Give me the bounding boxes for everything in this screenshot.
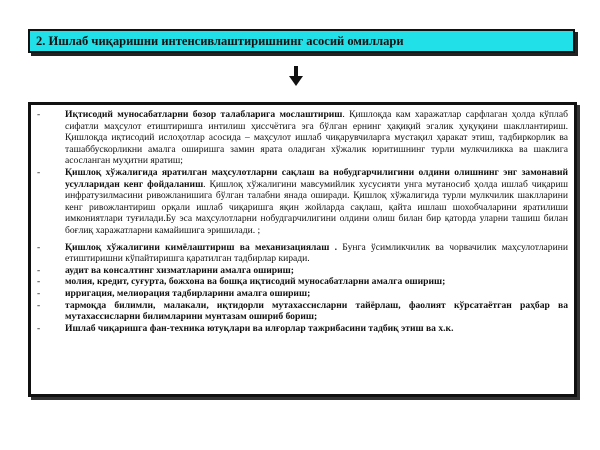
item-heading: Қишлоқ хўжалигини кимёлаштириш ва механизациялаш . (65, 241, 338, 253)
arrow-down-icon (289, 66, 303, 86)
item-text: . Қишлоқда кам харажатлар сарфлаган ҳолда кўплаб сифатли маҳсулот етиштиришга интилиш ҳиссчётига эга бўлган ернинг ҳақиқий эгалик ҳуқуқини шакллантириш. Қишлоқда иқтисодий ислоҳотлар асосида – маҳсулот ишлаб чиқарувчиларга мустақил ҳаракат этиш, тадбиркорлик ва ташаббускорликни амалга оширишга замин ярата оладиган хўжалик юритишнинг турли мулкчиликка ва шаклига асосланган муҳитни яратиш; (65, 109, 568, 167)
item-heading: тармоқда билимли, малакали, иқтидорли мутахассисларни тайёрлаш, фаолият кўрсатаётган раҳбар ва мутахассисларни билимларини мунтазам ошириб бориш; (65, 299, 568, 323)
item-text: . Қишлоқ хўжалигини мавсумийлик хусусияти унга мутаносиб ҳолда ишлаб чиқариш инфратузилмасини ривожланишига бўлган талабни янада оширади. Қишлоқ хўжалигида турли мулкчилик шаклларини кенг ривожлантириш орқали ишлаб чиқаришга яқин жойларда сақлаш, қайта ишлаш шохобчаларини яратилиши имкониятлари туғилади.Бу эса маҳсулотларни нобудгарчилигини олдини олиш билан бир қаторда уларни ташиш билан боғлиқ харажатларни камайишига эришилади. ; (65, 178, 568, 236)
item-heading: молия, кредит, суғурта, божхона ва бошқа иқтисодий муносабатларни амалга ошириш; (65, 276, 446, 288)
section-title: 2. Ишлаб чиқаришни интенсивлаштиришнинг асосий омиллари (28, 29, 575, 53)
list-item: - аудит ва консалтинг хизматларини амалга ошириш; (37, 264, 294, 276)
item-heading: Иқтисодий муносабатларни бозор талабларига мослаштириш (65, 109, 343, 120)
list-item: - Иқтисодий муносабатларни бозор талабларига мослаштириш. Қишлоқда кам харажатлар сарфлаган ҳолда кўплаб сифатли маҳсулот етиштиришга интилиш ҳиссчётига эга бўлган ернинг ҳақиқий эгалик ҳуқуқини шакллантириш. Қишлоқда иқтисодий ислоҳотлар асосида – маҳсулот ишлаб чиқарувчиларга мустақил ҳаракат этиш, тадбиркорлик ва ташаббускорликни амалга оширишга замин ярата оладиган хўжалик юритишнинг турли мулкчиликка ва шаклига асосланган муҳитни яратиш; (37, 109, 568, 167)
list-item: - молия, кредит, суғурта, божхона ва бошқа иқтисодий муносабатларни амалга ошириш; (37, 276, 446, 288)
factors-list (28, 102, 577, 397)
list-item: - Қишлоқ хўжалигини кимёлаштириш ва механизациялаш . Бунга ўсимликчилик ва чорвачилик маҳсулотларини етиштиришни кўпайтиришга қаратилган тадбирлар киради. (37, 241, 568, 265)
item-heading: Қишлоқ хўжалигида яратилган маҳсулотларни сақлаш ва нобудгарчилигини олдини олишнинг энг замонавий усулларидан кенг фойдаланиш (65, 166, 568, 190)
list-item: - тармоқда билимли, малакали, иқтидорли мутахассисларни тайёрлаш, фаолият кўрсатаётган раҳбар ва мутахассисларни билимларини мунтазам ошириб бориш; (37, 299, 568, 323)
item-heading: ирригация, мелиорация тадбирларини амалга ошириш; (65, 287, 311, 299)
list-item: - Қишлоқ хўжалигида яратилган маҳсулотларни сақлаш ва нобудгарчилигини олдини олишнинг энг замонавий усулларидан кенг фойдаланиш. Қишлоқ хўжалигини мавсумийлик хусусияти унга мутаносиб ҳолда ишлаб чиқариш инфратузилмасини ривожланишига бўлган талабни янада оширади. Қишлоқ хўжалигида турли мулкчилик шаклларини кенг ривожлантириш орқали ишлаб чиқаришга яқин жойларда сақлаш, қайта ишлаш шохобчаларини яратилиши имкониятлари туғилади.Бу эса маҳсулотларни нобудгарчилигини олдини олиш билан бир қаторда уларни ташиш билан боғлиқ харажатларни камайишига эришилади. ; (37, 166, 568, 236)
list-item: - Ишлаб чиқаришга фан-техника ютуқлари ва илғорлар тажрибасини тадбиқ этиш ва х.к. (37, 322, 454, 334)
item-heading: аудит ва консалтинг хизматларини амалга ошириш; (65, 264, 294, 276)
item-heading: Ишлаб чиқаришга фан-техника ютуқлари ва илғорлар тажрибасини тадбиқ этиш ва х.к. (65, 322, 454, 334)
list-item: - ирригация, мелиорация тадбирларини амалга ошириш; (37, 287, 311, 299)
item-text: Бунга ўсимликчилик ва чорвачилик маҳсулотларини етиштиришни кўпайтиришга қаратилган тадбирлар киради. (65, 241, 568, 265)
